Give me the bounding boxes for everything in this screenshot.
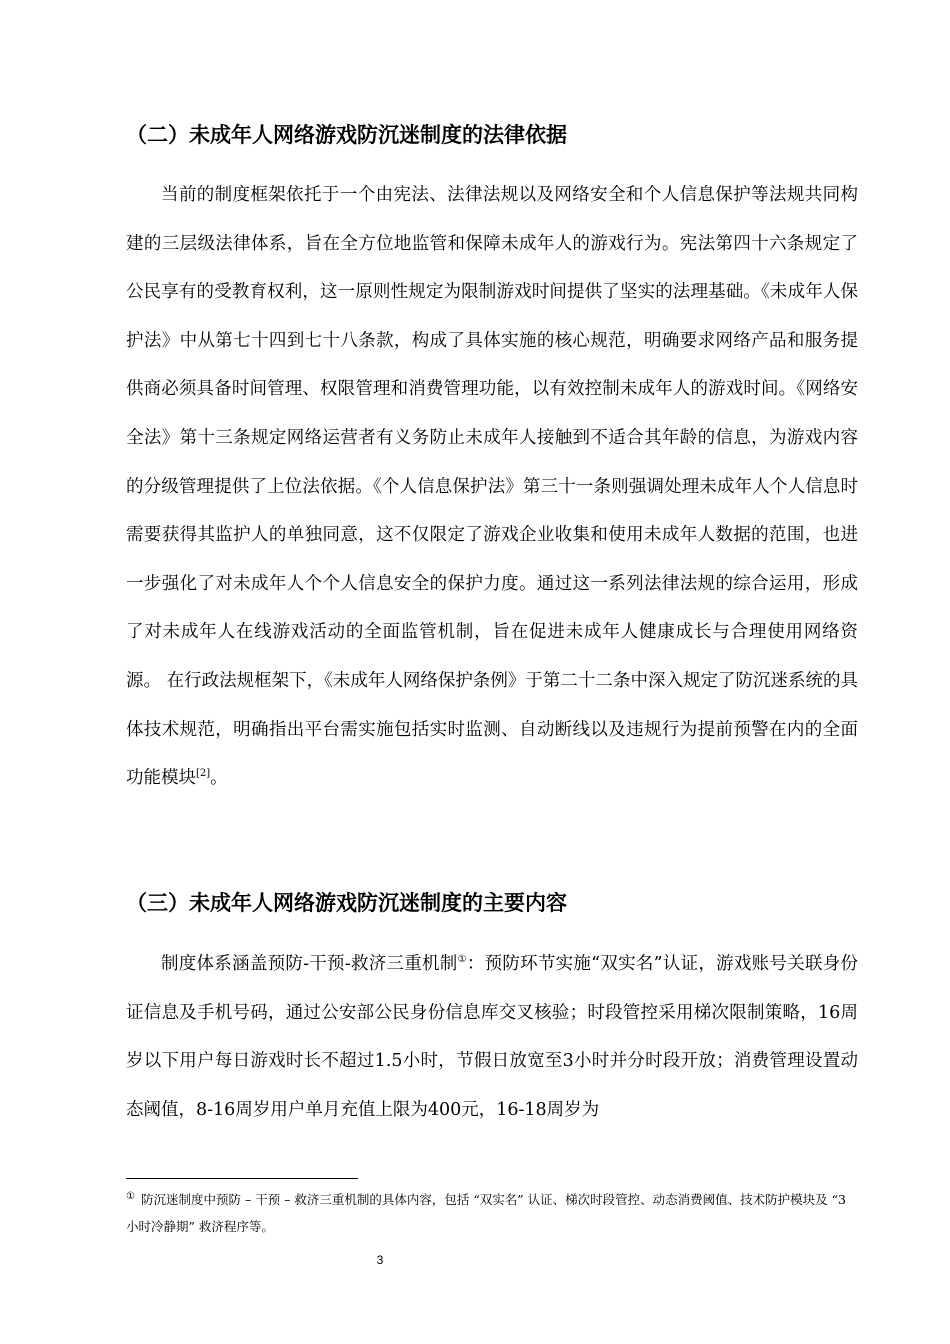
paragraph-legal-basis xyxy=(126,171,858,803)
paragraph-main-content xyxy=(126,940,858,1134)
paragraph-text: 制度体系涵盖预防-干预-救济三重机制 xyxy=(161,954,458,974)
citation-ref: [2] xyxy=(196,768,211,780)
footnote-divider xyxy=(126,1178,358,1179)
section-heading-main-content: （三）未成年人网络游戏防沉迷制度的主要内容 xyxy=(126,891,567,915)
footnote-mark: ① xyxy=(457,954,467,966)
footnote-text: 防沉迷制度中预防 – 干预 – 救济三重机制的具体内容，包括 “双实名” 认证、梯次时段管控、动态消费阈值、技术防护模块及 “3 小时冷静期” 救济程序等。 xyxy=(126,1192,846,1234)
section-heading-legal-basis: （二）未成年人网络游戏防沉迷制度的法律依据 xyxy=(126,123,567,147)
paragraph-text: 当前的制度框架依托于一个由宪法、法律法规以及网络安全和个人信息保护等法规共同构建的三层级法律体系，旨在全方位地监管和保障未成年人的游戏行为。宪法第四十六条规定了公民享有的受教育权利，这一原则性规定为限制游戏时间提供了坚实的法理基础。《未成年人保护法》中从第七十四到七十八条款，构成了具体实施的核心规范，明确要求网络产品和服务提供商必须具备时间管理、权限管理和消费管理功能，以有效控制未成年人的游戏时间。《网络安全法》第十三条规定网络运营者有义务防止未成年人接触到不适合其年龄的信息，为游戏内容的分级管理提供了上位法依据。《个人信息保护法》第三十一条则强调处理未成年人个人信息时需要获得其监护人的单独同意，这不仅限定了游戏企业收集和使用未成年人数据的范围，也进一步强化了对未成年人个个人信息安全的保护力度。通过这一系列法律法规的综合运用，形成了对未成年人在线游戏活动的全面监管机制，旨在促进未成年人健康成长与合理使用网络资源。 在行政法规框架下，《未成年人网络保护条例》于第二十二条中深入规定了防沉迷系统的具体技术规范，明确指出平台需实施包括实时监测、自动断线以及违规行为提前预警在内的全面功能模块 xyxy=(126,185,858,789)
footnote xyxy=(126,1186,858,1240)
paragraph-text-continued: ：预防环节实施“双实名”认证，游戏账号关联身份证信息及手机号码，通过公安部公民身份信息库交叉核验；时段管控采用梯次限制策略，16周岁以下用户每日游戏时长不超过1.5小时，节假日放宽至3小时并分时段开放；消费管理设置动态阈值，8-16周岁用户单月充值上限为400元，16-18周岁为 xyxy=(126,954,858,1120)
page-number: 3 xyxy=(376,1253,384,1267)
footnote-marker: ① xyxy=(126,1190,135,1202)
paragraph-text-end: 。 xyxy=(210,768,228,789)
